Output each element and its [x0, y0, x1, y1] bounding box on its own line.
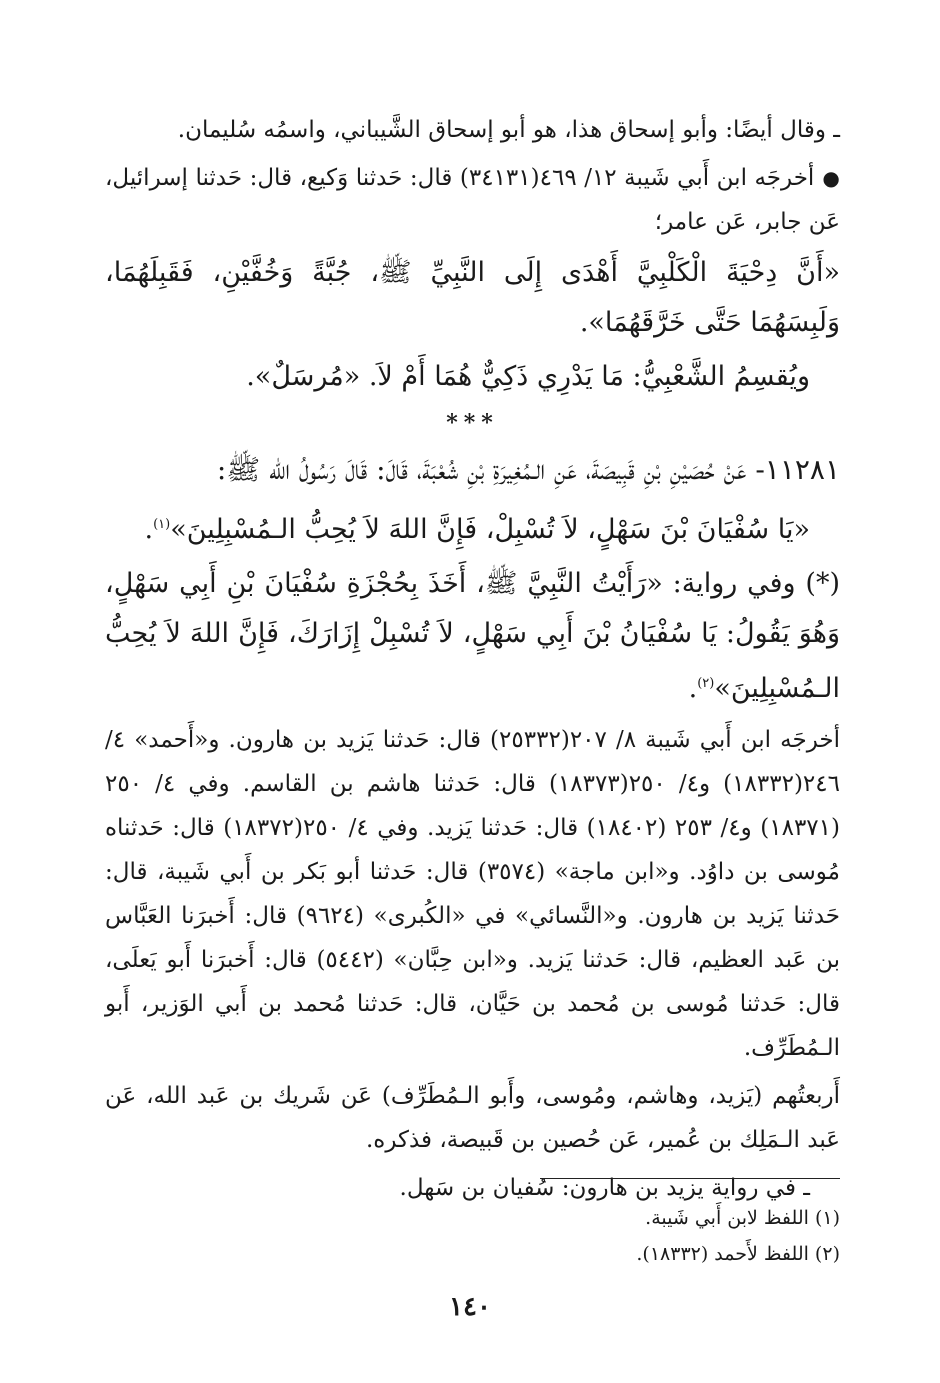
hadith-heading-11281: ١١٢٨١- عَنْ حُصَيْنِ بْنِ قَبِيصَةَ، عَنِ الـمُغِيرَةِ بْنِ شُعْبَةَ، قَالَ: قَالَ رَسُولُ الله ﷺ:	[216, 453, 840, 486]
paragraph-four-narrators: أَربعتُهم (يَزيد، وهاشم، ومُوسى، وأَبو الـمُطَرِّف) عَن شَريك بن عَبد الله، عَن عَبد الـمَلِك بن عُمير، عَن حُصين بن قَبيصة، فذكره.	[105, 1083, 840, 1153]
paragraph-abu-ishaq: ـ وقال أيضًا: وأبو إسحاق هذا، هو أبو إسحاق الشَّيباني، واسمُه سُليمان.	[177, 117, 840, 143]
footnote-ref-2[interactable]: (٢)	[697, 676, 715, 691]
shabi-note: ويُقسِمُ الشَّعْبِيُّ: مَا يَدْرِي ذَكِيٌّ هُمَا أَمْ لاَ. «مُرسَلٌ».	[246, 361, 810, 392]
main-text	[105, 108, 840, 1214]
riwaya-text: (*) وفي رواية: «رَأَيْتُ النَّبِيَّ ﷺ، أَخَذَ بِحُجْزَةِ سُفْيَانَ بْنِ أَبِي سَهْلٍ، وَهُوَ يَقُولُ: يَا سُفْيَانُ بْنَ أَبِي سَهْلٍ، لاَ تُسْبِلْ إِزَارَكَ، فَإِنَّ اللهَ لاَ يُحِبُّ الـمُسْبِلِينَ»	[105, 568, 840, 704]
paragraph-takhrij-sources: أخرجَه ابن أَبي شَيبة ٨/ ٢٠٧(٢٥٣٣٢) قال: حَدثنا يَزيد بن هارون. و«أَحمد» ٤/ ٢٤٦(١٨٣٣٢) و٤/ ٢٥٠(١٨٣٧٣) قال: حَدثنا هاشم بن القاسم. وفي ٤/ ٢٥٠ (١٨٣٧١) و٤/ ٢٥٣ (١٨٤٠٢) قال: حَدثنا يَزيد. وفي ٤/ ٢٥٠(١٨٣٧٢) قال: حَدثناه مُوسى بن داوُد. و«ابن ماجة» (٣٥٧٤) قال: حَدثنا أبو بَكر بن أَبي شَيبة، قال: حَدثنا يَزيد بن هارون. و«النَّسائي» في «الكُبرى» (٩٦٢٤) قال: أَخبرَنا العَبَّاس بن عَبد العظيم، قال: حَدثنا يَزيد. و«ابن حِبَّان» (٥٤٤٢) قال: أَخبرَنا أَبو يَعلَى، قال: حَدثنا مُوسى بن مُحمد بن حَيَّان، قال: حَدثنا مُحمد بن أَبي الوَزير، أَبو الـمُطَرِّف.	[105, 727, 841, 1061]
hadith-dihya: «أَنَّ دِحْيَةَ الْكَلْبِيَّ أَهْدَى إِلَى النَّبِيِّ ﷺ، جُبَّةً وَخُفَّيْنِ، فَقَبِلَهُمَا، وَلَبِسَهُمَا حَتَّى خَرَّقَهُمَا».	[105, 257, 840, 338]
page-number: ١٤٠	[449, 1292, 491, 1322]
paragraph-takhrij-ibn-abi-shayba	[105, 156, 840, 244]
footnotes	[105, 1200, 840, 1272]
hadith-text-sufyan: «يَا سُفْيَانَ بْنَ سَهْلٍ، لاَ تُسْبِلْ، فَإِنَّ اللهَ لاَ يُحِبُّ الـمُسْبِلِينَ»$^{(١)}$.	[144, 514, 810, 545]
footnote-2: (٢) اللفظ لأَحمد (١٨٣٣٢).	[636, 1243, 840, 1265]
takhrij-text: أخرجَه ابن أَبي شَيبة ١٢/ ٤٦٩(٣٤١٣١) قال: حَدثنا وَكيع، قال: حَدثنا إسرائيل، عَن جابر، عَن عامر؛	[105, 165, 840, 235]
footnote-1: (١) اللفظ لابن أَبي شَيبة.	[645, 1207, 840, 1229]
footnote-ref-1[interactable]: (١)	[153, 517, 171, 532]
hadith-sufyan-text: «يَا سُفْيَانَ بْنَ سَهْلٍ، لاَ تُسْبِلْ، فَإِنَّ اللهَ لاَ يُحِبُّ الـمُسْبِلِينَ»	[170, 514, 810, 545]
footnote-divider	[540, 1178, 840, 1179]
bullet-icon: ●	[822, 166, 840, 190]
paragraph-yazid-note: ـ في رواية يزيد بن هارون: سُفيان بن سَهل.	[399, 1175, 810, 1201]
section-divider: ***	[446, 410, 499, 436]
hadith-riwaya: (*) وفي رواية: «رَأَيْتُ النَّبِيَّ ﷺ، أَخَذَ بِحُجْزَةِ سُفْيَانَ بْنِ أَبِي سَهْلٍ، وَهُوَ يَقُولُ: يَا سُفْيَانُ بْنَ أَبِي سَهْلٍ، لاَ تُسْبِلْ إِزَارَكَ، فَإِنَّ اللهَ لاَ يُحِبُّ الـمُسْبِلِينَ»$^{(٢)}$.	[105, 568, 840, 704]
